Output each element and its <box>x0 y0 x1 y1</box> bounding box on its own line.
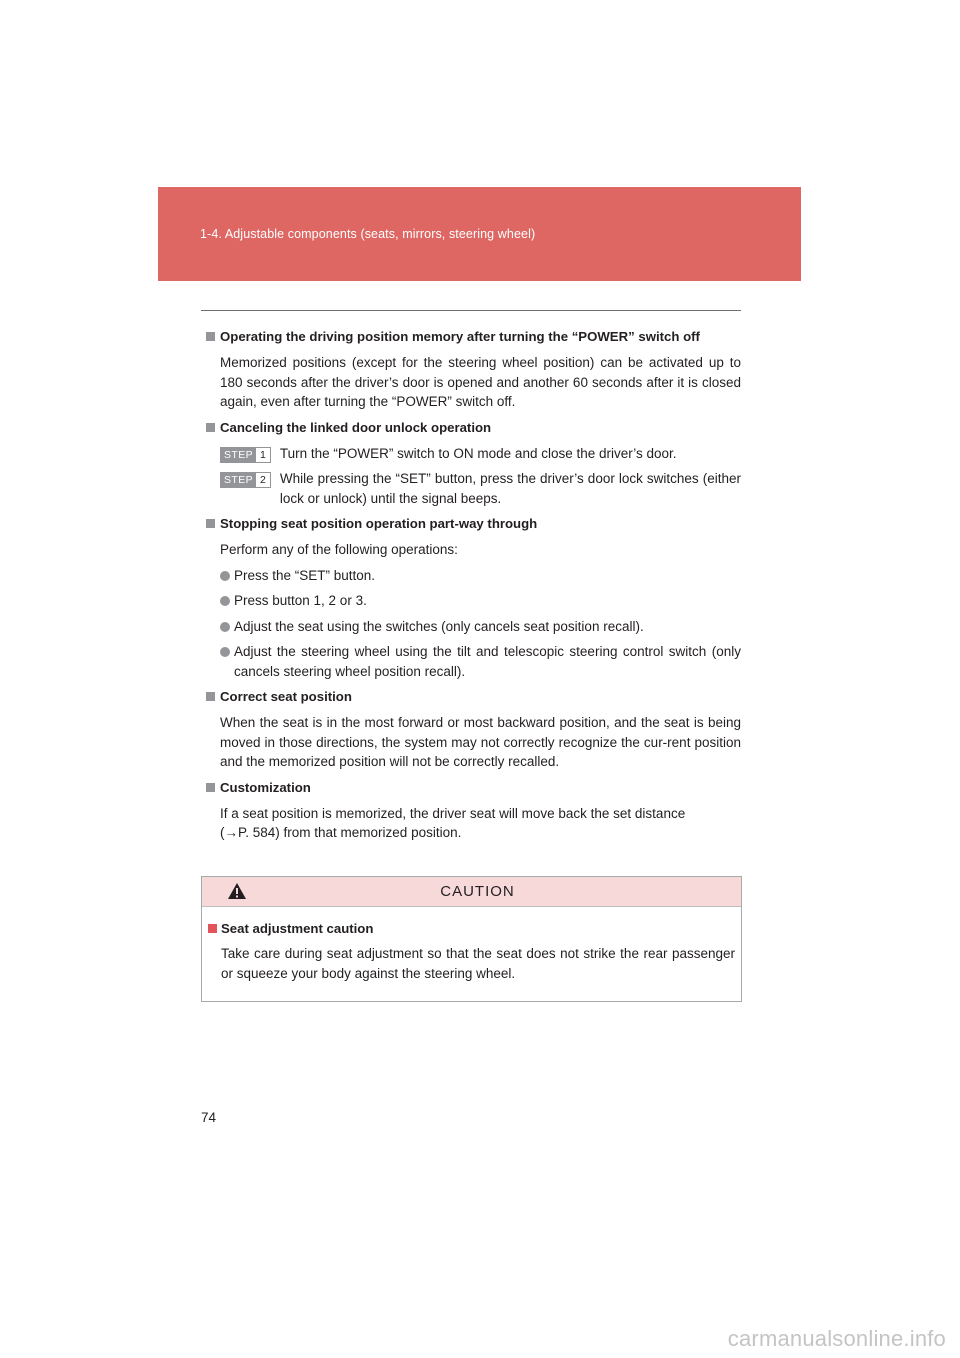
list-item: Adjust the steering wheel using the tilt and telescopic steering control switch (only cancels steering wheel position recall). <box>220 642 741 681</box>
warning-triangle-icon <box>227 882 247 900</box>
square-bullet-icon <box>206 519 215 528</box>
page-reference-link[interactable]: (→P. 584) from that memorized position. <box>220 825 462 840</box>
list-item: Adjust the seat using the switches (only cancels seat position recall). <box>220 617 741 637</box>
step-badge-1: STEP 1 <box>220 447 271 463</box>
paragraph-customization: If a seat position is memorized, the driver seat will move back the set distance (→P. 584) from that memorized position. <box>220 805 686 840</box>
square-bullet-icon <box>206 423 215 432</box>
square-bullet-icon <box>206 692 215 701</box>
paragraph-memory-after-power-off: Memorized positions (except for the steering wheel position) can be activated up to 180 seconds after the driver’s door is opened and another 60 seconds after it is closed again, even after turning the “POWER” switch off. <box>220 355 741 409</box>
paragraph-stopping-intro: Perform any of the following operations: <box>220 542 458 557</box>
section-header-band <box>158 187 801 281</box>
step-2-text: While pressing the “SET” button, press the driver’s door lock switches (either lock or unlock) until the signal beeps. <box>279 471 741 506</box>
list-item: Press button 1, 2 or 3. <box>220 591 741 611</box>
caution-box <box>201 876 742 1002</box>
step-1-text: Turn the “POWER” switch to ON mode and close the driver’s door. <box>279 445 677 461</box>
heading-stopping-seat-operation: Stopping seat position operation part-way through <box>201 514 741 534</box>
bullet-dot-icon <box>220 596 230 606</box>
caution-body <box>202 907 741 983</box>
square-bullet-icon <box>208 924 217 933</box>
caution-header <box>202 877 741 907</box>
heading-cancel-door-unlock: Canceling the linked door unlock operation <box>201 418 741 438</box>
square-bullet-icon <box>206 332 215 341</box>
bullet-dot-icon <box>220 647 230 657</box>
bullet-dot-icon <box>220 571 230 581</box>
step-2 <box>220 469 741 508</box>
watermark: carmanualsonline.info <box>727 1326 946 1351</box>
page-number: 74 <box>201 1110 217 1125</box>
caution-heading: Seat adjustment caution <box>208 919 735 939</box>
step-1 <box>220 444 741 464</box>
heading-memory-after-power-off: Operating the driving position memory after turning the “POWER” switch off <box>201 327 741 347</box>
list-item: Press the “SET” button. <box>220 566 741 586</box>
paragraph-correct-seat-position: When the seat is in the most forward or most backward position, and the seat is being moved in those directions, the system may not correctly recognize the cur-rent position and the memorized position will not be correctly recalled. <box>220 715 741 769</box>
main-content <box>201 327 741 849</box>
step-badge-2: STEP 2 <box>220 472 271 488</box>
square-bullet-icon <box>206 783 215 792</box>
caution-text: Take care during seat adjustment so that the seat does not strike the rear passenger or squeeze your body against the steering wheel. <box>221 946 735 981</box>
heading-correct-seat-position: Correct seat position <box>201 687 741 707</box>
bullet-dot-icon <box>220 622 230 632</box>
caution-title: CAUTION <box>440 883 515 900</box>
section-header-title: 1-4. Adjustable components (seats, mirrors, steering wheel) <box>200 227 536 241</box>
heading-customization: Customization <box>201 778 741 798</box>
top-divider <box>201 310 741 311</box>
